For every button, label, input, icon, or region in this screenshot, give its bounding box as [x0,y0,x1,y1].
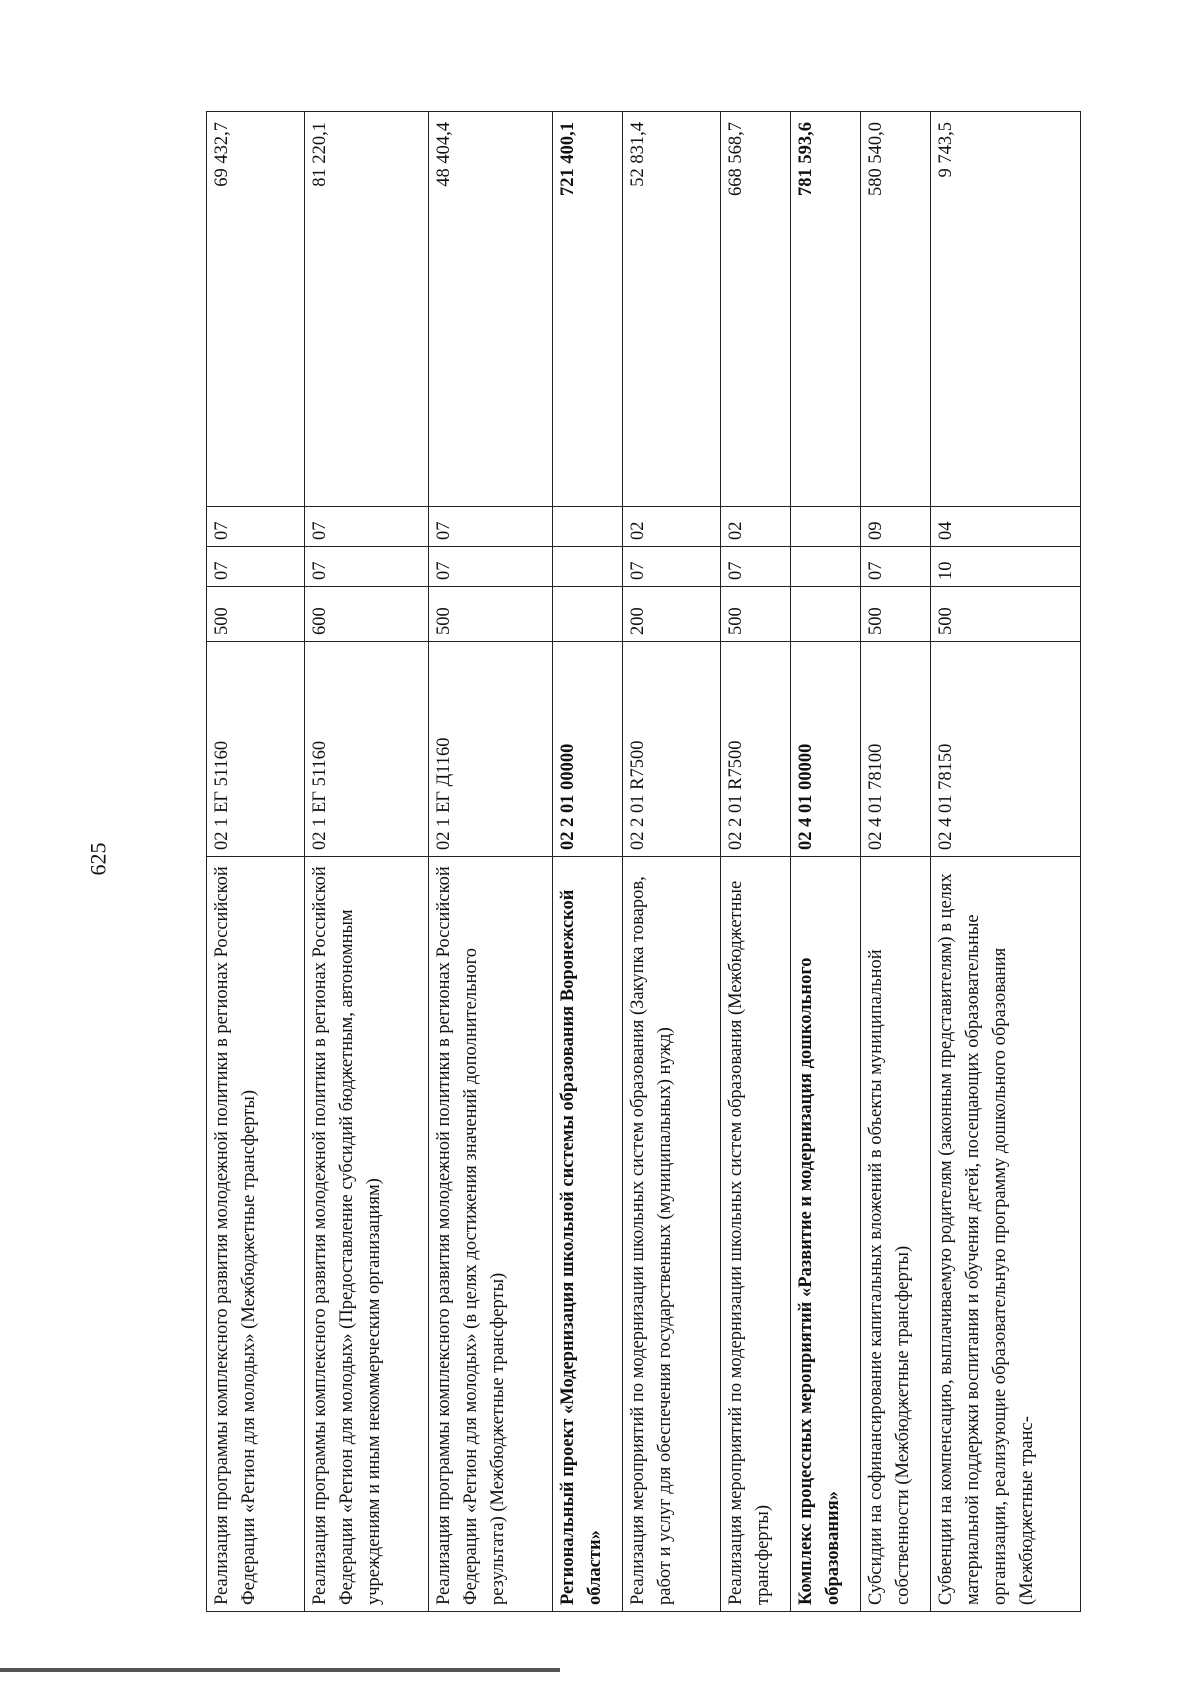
row-code-cell: 02 2 01 00000 [553,642,623,857]
row-sum-cell: 668 568,7 [721,112,791,507]
row-rz-cell [553,547,623,587]
row-pr-cell: 07 [305,507,429,547]
table-row [623,112,721,1612]
row-vr-cell: 500 [207,587,305,642]
row-rz-cell: 07 [861,547,931,587]
row-sum-cell: 9 743,5 [931,112,1081,507]
row-code-cell: 02 4 01 00000 [791,642,861,857]
row-rz-cell [791,547,861,587]
table-row [931,112,1081,1612]
table-row [553,112,623,1612]
row-name-cell: Субвенции на компенсацию, выплачиваемую родителям (законным представителям) в целях материальной поддержки воспитания и обучения детей, посещающих образовательные организации, реализующие образовательную программу дошкольного образования (Межбюджетные транс- [931,857,1081,1612]
row-name-cell: Комплекс процессных мероприятий «Развитие и модернизация дошкольного образования» [791,857,861,1612]
row-pr-cell: 07 [207,507,305,547]
row-sum-cell: 81 220,1 [305,112,429,507]
row-rz-cell: 07 [207,547,305,587]
row-pr-cell: 02 [623,507,721,547]
table-row [861,112,931,1612]
row-sum-cell: 580 540,0 [861,112,931,507]
page-number: 625 [85,842,111,876]
row-pr-cell [791,507,861,547]
row-pr-cell: 02 [721,507,791,547]
row-name-cell: Региональный проект «Модернизация школьной системы образования Воронежской области» [553,857,623,1612]
row-sum-cell: 52 831,4 [623,112,721,507]
row-code-cell: 02 1 ЕГ 51160 [207,642,305,857]
row-rz-cell: 07 [305,547,429,587]
row-name-cell: Реализация программы комплексного развития молодежной политики в регионах Российской Федерации «Регион для молодых» (Предоставление субсидий бюджетным, автономным учреждениям и иным некоммерческим организациям) [305,857,429,1612]
row-pr-cell: 09 [861,507,931,547]
table-row [429,112,553,1612]
table-row [305,112,429,1612]
table-row [721,112,791,1612]
row-rz-cell: 07 [429,547,553,587]
table-row [207,112,305,1612]
row-sum-cell: 721 400,1 [553,112,623,507]
row-vr-cell: 500 [721,587,791,642]
row-pr-cell [553,507,623,547]
row-rz-cell: 07 [721,547,791,587]
row-vr-cell [553,587,623,642]
budget-table [206,111,1081,1612]
row-sum-cell: 69 432,7 [207,112,305,507]
row-vr-cell: 500 [861,587,931,642]
row-code-cell: 02 2 01 R7500 [623,642,721,857]
row-vr-cell: 600 [305,587,429,642]
row-name-cell: Реализация мероприятий по модернизации школьных систем образования (Межбюджетные трансферты) [721,857,791,1612]
row-vr-cell: 500 [429,587,553,642]
table-row [791,112,861,1612]
row-sum-cell: 781 593,6 [791,112,861,507]
scan-edge-line [0,1668,560,1672]
row-vr-cell [791,587,861,642]
row-pr-cell: 07 [429,507,553,547]
row-vr-cell: 200 [623,587,721,642]
row-code-cell: 02 1 ЕГ Д1160 [429,642,553,857]
row-sum-cell: 48 404,4 [429,112,553,507]
row-name-cell: Реализация программы комплексного развития молодежной политики в регионах Российской Федерации «Регион для молодых» (Межбюджетные трансферты) [207,857,305,1612]
budget-table-rotated [206,112,1041,1612]
row-name-cell: Реализация программы комплексного развития молодежной политики в регионах Российской Федерации «Регион для молодых» (в целях достижения значений дополнительного результата) (Межбюджетные трансферты) [429,857,553,1612]
row-code-cell: 02 1 ЕГ 51160 [305,642,429,857]
row-name-cell: Субсидии на софинансирование капитальных вложений в объекты муниципальной собственности (Межбюджетные трансферты) [861,857,931,1612]
row-pr-cell: 04 [931,507,1081,547]
row-name-cell: Реализация мероприятий по модернизации школьных систем образования (Закупка товаров, работ и услуг для обеспечения государственных (муниципальных) нужд) [623,857,721,1612]
row-vr-cell: 500 [931,587,1081,642]
row-code-cell: 02 2 01 R7500 [721,642,791,857]
row-code-cell: 02 4 01 78150 [931,642,1081,857]
row-rz-cell: 07 [623,547,721,587]
row-rz-cell: 10 [931,547,1081,587]
row-code-cell: 02 4 01 78100 [861,642,931,857]
